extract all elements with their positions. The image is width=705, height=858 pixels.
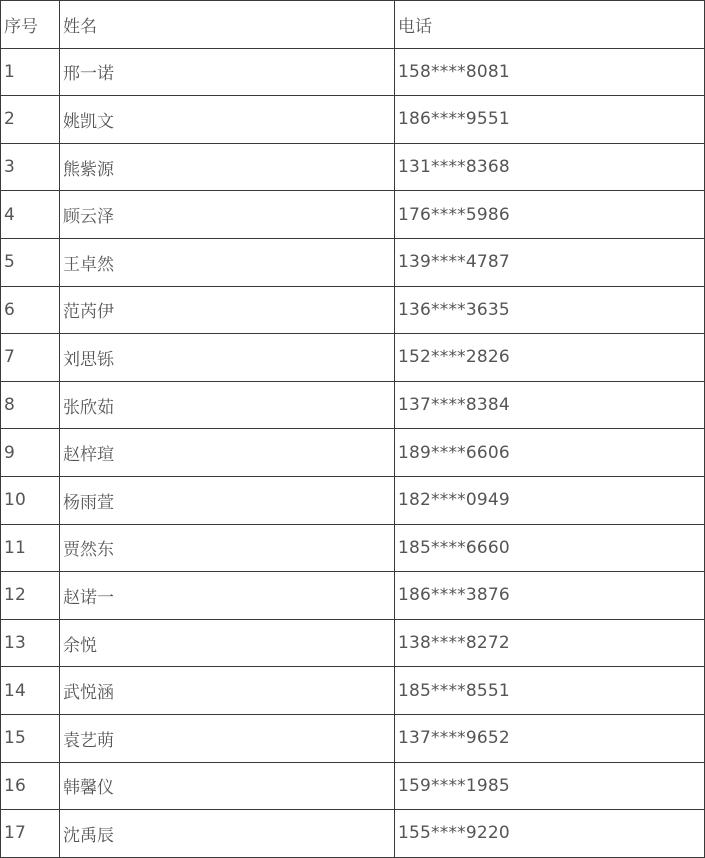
table-row xyxy=(1,619,705,667)
row-name-cell: 范芮伊 xyxy=(60,286,395,334)
row-name-cell: 顾云泽 xyxy=(60,191,395,239)
row-phone-cell: 186****9551 xyxy=(395,96,705,144)
row-phone-cell: 137****9652 xyxy=(395,714,705,762)
row-phone-cell: 138****8272 xyxy=(395,619,705,667)
table-row xyxy=(1,476,705,524)
row-name-cell: 赵诺一 xyxy=(60,572,395,620)
row-name-cell: 杨雨萱 xyxy=(60,476,395,524)
row-index-cell: 17 xyxy=(1,810,60,858)
row-index-cell: 15 xyxy=(1,714,60,762)
table-row xyxy=(1,572,705,620)
row-phone-cell: 176****5986 xyxy=(395,191,705,239)
row-index-cell: 6 xyxy=(1,286,60,334)
row-index-cell: 7 xyxy=(1,334,60,382)
row-index-cell: 14 xyxy=(1,667,60,715)
table-row xyxy=(1,810,705,858)
row-index-cell: 12 xyxy=(1,572,60,620)
table-row xyxy=(1,238,705,286)
row-name-cell: 赵梓瑄 xyxy=(60,429,395,477)
row-name-cell: 韩馨仪 xyxy=(60,762,395,810)
table-row xyxy=(1,667,705,715)
table-row xyxy=(1,381,705,429)
row-name-cell: 沈禹辰 xyxy=(60,810,395,858)
row-phone-cell: 158****8081 xyxy=(395,48,705,96)
row-index-cell: 11 xyxy=(1,524,60,572)
row-index-cell: 2 xyxy=(1,96,60,144)
row-name-cell: 姚凯文 xyxy=(60,96,395,144)
row-phone-cell: 137****8384 xyxy=(395,381,705,429)
table-row xyxy=(1,714,705,762)
row-index-cell: 9 xyxy=(1,429,60,477)
row-index-cell: 10 xyxy=(1,476,60,524)
row-phone-cell: 155****9220 xyxy=(395,810,705,858)
row-phone-cell: 186****3876 xyxy=(395,572,705,620)
row-name-cell: 熊紫源 xyxy=(60,143,395,191)
row-name-cell: 刘思铄 xyxy=(60,334,395,382)
row-phone-cell: 159****1985 xyxy=(395,762,705,810)
row-phone-cell: 189****6606 xyxy=(395,429,705,477)
header-phone: 电话 xyxy=(395,1,705,49)
row-name-cell: 贾然东 xyxy=(60,524,395,572)
row-phone-cell: 136****3635 xyxy=(395,286,705,334)
row-index-cell: 13 xyxy=(1,619,60,667)
table-row xyxy=(1,48,705,96)
table-header-row xyxy=(1,1,705,49)
row-name-cell: 张欣茹 xyxy=(60,381,395,429)
row-index-cell: 16 xyxy=(1,762,60,810)
table-row xyxy=(1,191,705,239)
row-name-cell: 余悦 xyxy=(60,619,395,667)
row-index-cell: 3 xyxy=(1,143,60,191)
row-phone-cell: 139****4787 xyxy=(395,238,705,286)
table-row xyxy=(1,524,705,572)
row-phone-cell: 152****2826 xyxy=(395,334,705,382)
row-name-cell: 王卓然 xyxy=(60,238,395,286)
row-index-cell: 4 xyxy=(1,191,60,239)
row-name-cell: 邢一诺 xyxy=(60,48,395,96)
row-index-cell: 8 xyxy=(1,381,60,429)
table-row xyxy=(1,143,705,191)
row-name-cell: 袁艺萌 xyxy=(60,714,395,762)
table-row xyxy=(1,286,705,334)
table-row xyxy=(1,762,705,810)
row-index-cell: 1 xyxy=(1,48,60,96)
row-index-cell: 5 xyxy=(1,238,60,286)
row-phone-cell: 185****8551 xyxy=(395,667,705,715)
table-body xyxy=(1,48,705,857)
row-phone-cell: 185****6660 xyxy=(395,524,705,572)
table-row xyxy=(1,334,705,382)
row-phone-cell: 182****0949 xyxy=(395,476,705,524)
row-name-cell: 武悦涵 xyxy=(60,667,395,715)
table-row xyxy=(1,429,705,477)
row-phone-cell: 131****8368 xyxy=(395,143,705,191)
table-row xyxy=(1,96,705,144)
header-name: 姓名 xyxy=(60,1,395,49)
header-index: 序号 xyxy=(1,1,60,49)
